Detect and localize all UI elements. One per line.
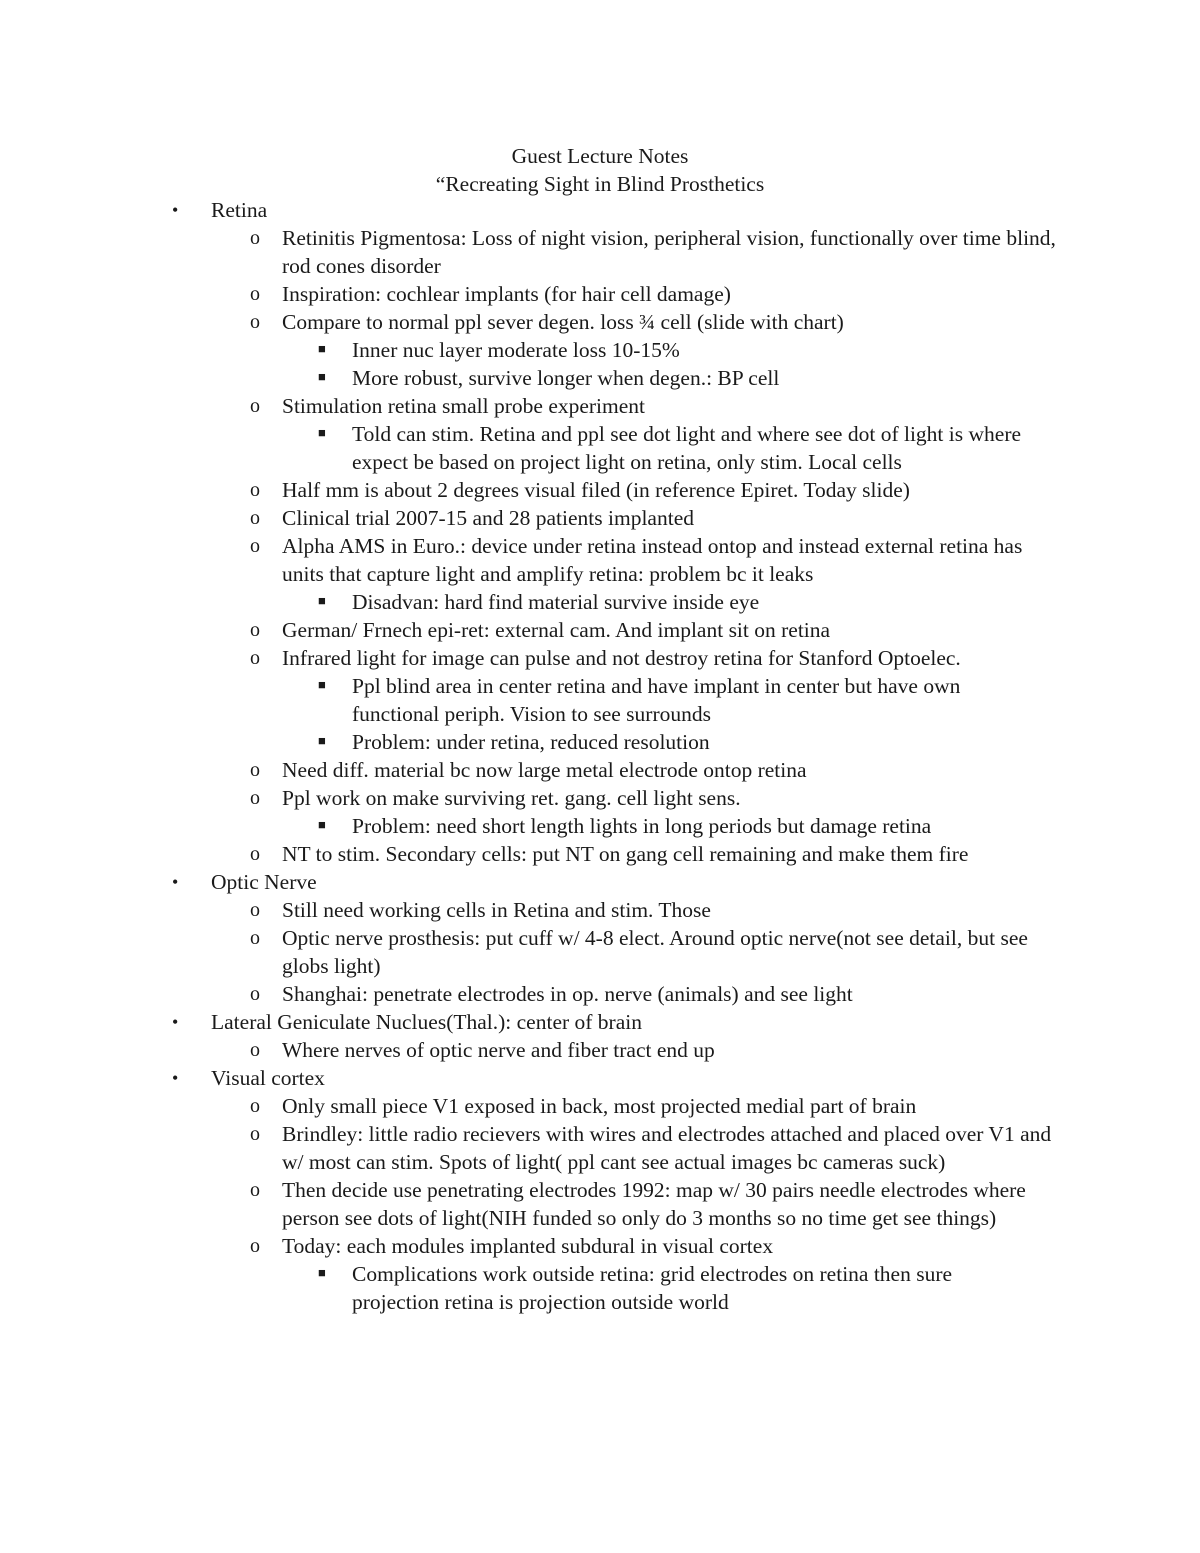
outline-item [0, 980, 1200, 1008]
bullet-marker: o [250, 843, 260, 865]
outline-item-text: Where nerves of optic nerve and fiber tract end up [282, 1038, 715, 1062]
bullet-marker: o [250, 479, 260, 501]
bullet-marker: o [250, 759, 260, 781]
outline-subitem-text: More robust, survive longer when degen.: BP cell [352, 366, 780, 390]
outline-item-text: Still need working cells in Retina and stim. Those [282, 898, 711, 922]
outline-item [0, 1120, 1200, 1176]
bullet-marker: o [250, 535, 260, 557]
outline-item [0, 1092, 1200, 1120]
outline-item [0, 924, 1200, 980]
bullet-marker: • [172, 872, 179, 892]
section-heading [0, 196, 1200, 224]
bullet-marker: • [172, 1068, 179, 1088]
document-subtitle: “Recreating Sight in Blind Prosthetics [435, 172, 765, 196]
bullet-marker: o [250, 395, 260, 417]
bullet-marker: • [172, 1012, 179, 1032]
outline-subitem [0, 588, 1200, 616]
outline-item-text: Retinitis Pigmentosa: Loss of night vision, peripheral vision, functionally over time blind, rod cones disorder [282, 226, 1056, 278]
section-heading-text: Lateral Geniculate Nuclues(Thal.): center of brain [211, 1010, 642, 1034]
outline-subitem [0, 420, 1200, 476]
section-heading-text: Optic Nerve [211, 870, 317, 894]
bullet-marker: o [250, 983, 260, 1005]
outline-item-text: Shanghai: penetrate electrodes in op. nerve (animals) and see light [282, 982, 853, 1006]
outline-item [0, 308, 1200, 336]
bullet-marker: ■ [318, 341, 326, 356]
outline-subitem [0, 336, 1200, 364]
bullet-marker: ■ [318, 369, 326, 384]
outline-item [0, 392, 1200, 420]
outline-item [0, 280, 1200, 308]
bullet-marker: ■ [318, 677, 326, 692]
outline-item-text: Only small piece V1 exposed in back, most projected medial part of brain [282, 1094, 917, 1118]
bullet-marker: o [250, 1039, 260, 1061]
outline-item [0, 504, 1200, 532]
document-title: Guest Lecture Notes [511, 144, 689, 168]
section-heading-text: Visual cortex [211, 1066, 325, 1090]
outline-item-text: Half mm is about 2 degrees visual filed (in reference Epiret. Today slide) [282, 478, 910, 502]
bullet-marker: o [250, 899, 260, 921]
section-heading [0, 868, 1200, 896]
outline-item-text: Stimulation retina small probe experiment [282, 394, 646, 418]
outline-item-text: Clinical trial 2007-15 and 28 patients implanted [282, 506, 694, 530]
bullet-marker: o [250, 311, 260, 333]
bullet-marker: ■ [318, 425, 326, 440]
bullet-marker: o [250, 227, 260, 249]
outline-item-text: Compare to normal ppl sever degen. loss ¾ cell (slide with chart) [282, 310, 844, 334]
outline-subitem [0, 1260, 1200, 1316]
bullet-marker: ■ [318, 593, 326, 608]
bullet-marker: o [250, 787, 260, 809]
notes-outline [0, 196, 1200, 1316]
outline-item-text: Alpha AMS in Euro.: device under retina instead ontop and instead external retina has units that capture light and amplify retina: problem bc it leaks [282, 534, 1023, 586]
bullet-marker: o [250, 1123, 260, 1145]
outline-subitem-text: Problem: under retina, reduced resolution [352, 730, 710, 754]
outline-item-text: Then decide use penetrating electrodes 1992: map w/ 30 pairs needle electrodes where person see dots of light(NIH funded so only do 3 months so no time get see things) [282, 1178, 1026, 1230]
outline-item [0, 476, 1200, 504]
outline-item-text: NT to stim. Secondary cells: put NT on gang cell remaining and make them fire [282, 842, 969, 866]
outline-subitem-text: Inner nuc layer moderate loss 10-15% [352, 338, 680, 362]
outline-subitem [0, 364, 1200, 392]
outline-item [0, 224, 1200, 280]
outline-item [0, 1176, 1200, 1232]
bullet-marker: ■ [318, 733, 326, 748]
outline-subitem-text: Told can stim. Retina and ppl see dot light and where see dot of light is where expect be based on project light on retina, only stim. Local cells [352, 422, 1022, 474]
outline-item-text: Brindley: little radio recievers with wires and electrodes attached and placed over V1 and w/ most can stim. Spots of light( ppl cant see actual images bc cameras suck) [282, 1122, 1052, 1174]
outline-item [0, 1232, 1200, 1260]
outline-item [0, 1036, 1200, 1064]
outline-item [0, 644, 1200, 672]
bullet-marker: ■ [318, 817, 326, 832]
outline-item-text: Optic nerve prosthesis: put cuff w/ 4-8 elect. Around optic nerve(not see detail, but see globs light) [282, 926, 1028, 978]
outline-item [0, 840, 1200, 868]
outline-item [0, 896, 1200, 924]
outline-item [0, 616, 1200, 644]
outline-item-text: German/ Frnech epi-ret: external cam. And implant sit on retina [282, 618, 831, 642]
outline-subitem [0, 672, 1200, 728]
outline-item [0, 532, 1200, 588]
bullet-marker: o [250, 647, 260, 669]
outline-subitem-text: Disadvan: hard find material survive inside eye [352, 590, 760, 614]
outline-item-text: Need diff. material bc now large metal electrode ontop retina [282, 758, 807, 782]
bullet-marker: o [250, 1179, 260, 1201]
section-heading [0, 1008, 1200, 1036]
bullet-marker: • [172, 200, 179, 220]
outline-subitem [0, 728, 1200, 756]
outline-item [0, 784, 1200, 812]
outline-item [0, 756, 1200, 784]
bullet-marker: o [250, 1235, 260, 1257]
section-heading [0, 1064, 1200, 1092]
outline-subitem-text: Complications work outside retina: grid electrodes on retina then sure projection retina is projection outside world [352, 1262, 953, 1314]
bullet-marker: ■ [318, 1265, 326, 1280]
bullet-marker: o [250, 283, 260, 305]
bullet-marker: o [250, 507, 260, 529]
outline-item-text: Infrared light for image can pulse and not destroy retina for Stanford Optoelec. [282, 646, 961, 670]
outline-subitem [0, 812, 1200, 840]
outline-item-text: Today: each modules implanted subdural in visual cortex [282, 1234, 774, 1258]
bullet-marker: o [250, 619, 260, 641]
outline-item-text: Inspiration: cochlear implants (for hair cell damage) [282, 282, 731, 306]
section-heading-text: Retina [211, 198, 268, 222]
outline-item-text: Ppl work on make surviving ret. gang. cell light sens. [282, 786, 741, 810]
bullet-marker: o [250, 927, 260, 949]
bullet-marker: o [250, 1095, 260, 1117]
outline-subitem-text: Problem: need short length lights in long periods but damage retina [352, 814, 932, 838]
outline-subitem-text: Ppl blind area in center retina and have implant in center but have own functional periph. Vision to see surrounds [352, 674, 961, 726]
